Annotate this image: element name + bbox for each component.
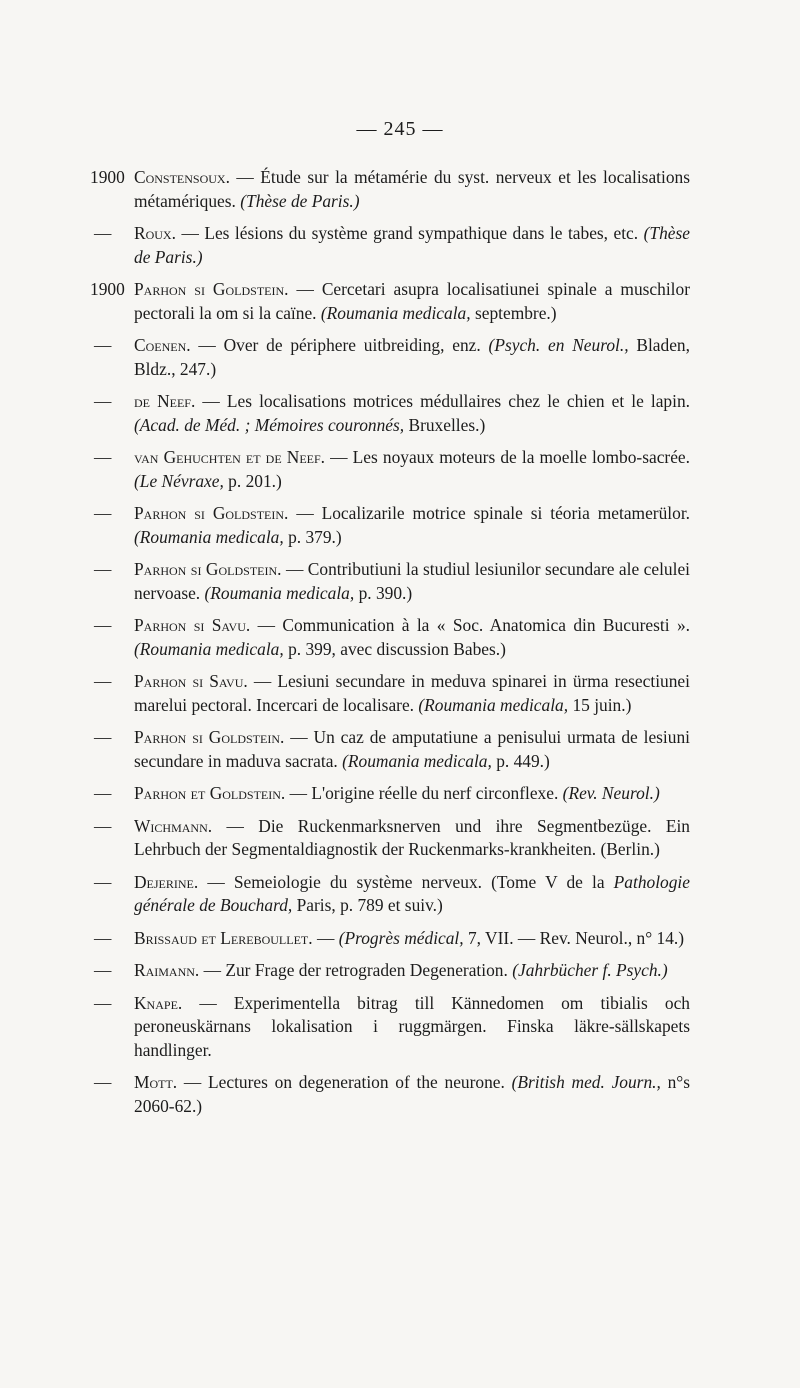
ditto-dash: — [94, 559, 112, 579]
entry-source: (Thèse de Paris.) [240, 190, 360, 211]
entry-text: — Lesiuni secundare in meduva spinarei in ürma resectiunei marelui pectoral. Incercari de localisare. [134, 671, 690, 715]
entry-author: Knape. [134, 992, 183, 1013]
entry-text-post: 15 juin.) [568, 694, 632, 715]
entry-text: — Les localisations motrices médullaires chez le chien et le lapin. [195, 391, 690, 411]
bibliography-entry [90, 222, 690, 269]
entry-text-post: n°s 2060-62.) [134, 1072, 691, 1116]
ditto-dash: — [94, 960, 112, 980]
entry-text-post: septembre.) [470, 302, 557, 323]
entry-text: — Étude sur la métamérie du syst. nerveux et les localisations métamériques. [134, 167, 690, 211]
ditto-dash: — [94, 783, 112, 803]
page-number: — 245 — [356, 118, 444, 140]
entry-author: Coenen. [134, 335, 191, 355]
entry-source: (Roumania medicala, [134, 638, 284, 659]
entry-author: Dejerine. [134, 871, 199, 892]
entry-text: — Over de périphere uitbreiding, enz. [190, 335, 489, 355]
bibliography-entry [90, 166, 690, 213]
entry-text: — Lectures on degeneration of the neurone. [177, 1072, 512, 1092]
entry-text: — Semeiologie du système nerveux. (Tome V de la [198, 871, 614, 892]
ditto-dash: — [94, 871, 112, 892]
entry-text-post: Bladen, Bldz., 247.) [134, 335, 690, 379]
entry-year: 1900 [90, 279, 125, 299]
entry-source: (Rev. Neurol.) [562, 783, 660, 803]
entry-source: (Acad. de Méd. ; Mémoires couronnés, [134, 414, 405, 435]
entry-source: (Roumania medicala, [204, 582, 355, 603]
entry-text-post: p. 449.) [491, 750, 550, 771]
entry-text-post: p. 399, avec discussion Babes.) [283, 638, 506, 659]
ditto-dash: — [94, 927, 112, 948]
entry-text: — L'origine réelle du nerf circonflexe. [285, 783, 563, 803]
entry-author: Parhon si Goldstein. [134, 559, 282, 579]
entry-source: (Thèse de Paris.) [134, 223, 690, 267]
entry-text: — Experimentella bitrag till Kännedomen om tibialis och peroneuskärnans lokalisation i ruggmärgen. Finska läkre-sällskapets handlinger. [134, 992, 690, 1060]
entry-author: Mott. [134, 1072, 178, 1092]
ditto-dash: — [94, 223, 112, 243]
entry-source: (British med. Journ., [511, 1072, 661, 1092]
bibliography-entry [90, 502, 690, 549]
entry-source: (Progrès médical, [338, 927, 464, 948]
bibliography-entry [90, 992, 690, 1063]
bibliography-entry [90, 278, 690, 325]
bibliography-entry [90, 334, 690, 381]
entry-text: — Communication à la « Soc. Anatomica din Bucuresti ». [250, 615, 690, 635]
entry-year: 1900 [90, 167, 125, 187]
entry-author: Parhon si Goldstein. [134, 727, 285, 747]
bibliography-entry [90, 390, 690, 437]
entry-author: Roux. [134, 223, 176, 243]
entry-text-post: 7, VII. — Rev. Neurol., n° 14.) [463, 927, 685, 948]
bibliography-list [90, 166, 690, 1127]
entry-author: Constensoux. [134, 167, 230, 187]
ditto-dash: — [94, 503, 112, 523]
entry-author: Brissaud et Lereboullet. [134, 927, 313, 948]
ditto-dash: — [94, 615, 112, 635]
ditto-dash: — [94, 671, 112, 691]
entry-text: — [312, 927, 339, 948]
ditto-dash: — [94, 391, 112, 411]
entry-text: — Localizarile motrice spinale si téoria metamerülor. [288, 503, 690, 523]
bibliography-entry [90, 726, 690, 773]
entry-source: (Le Névraxe, [134, 470, 224, 491]
entry-text-post: Bruxelles.) [404, 414, 486, 435]
entry-text: — Les noyaux moteurs de la moelle lombo-sacrée. [325, 447, 690, 467]
entry-author: Parhon si Goldstein. [134, 279, 289, 299]
entry-text-post: Paris, p. 789 et suiv.) [292, 895, 443, 915]
bibliography-entry [90, 815, 690, 862]
entry-author: Raimann. [134, 960, 200, 980]
bibliography-entry [90, 558, 690, 605]
bibliography-entry [90, 871, 690, 918]
bibliography-entry [90, 782, 690, 806]
bibliography-entry [90, 927, 690, 951]
entry-author: de Neef. [134, 391, 196, 411]
entry-source: (Roumania medicala, [134, 526, 284, 547]
ditto-dash: — [94, 447, 112, 467]
ditto-dash: — [94, 992, 112, 1013]
bibliography-entry [90, 1071, 690, 1118]
entry-author: Wichmann. [134, 815, 213, 836]
entry-text: — Die Ruckenmarksnerven und ihre Segmentbezüge. Ein Lehrbuch der Segmentaldiagnostik der Ruckenmarks-krankheiten. (Berlin.) [134, 815, 690, 859]
entry-text: — Contributiuni la studiul lesiunilor secundare ale celulei nervoase. [134, 559, 690, 603]
entry-source: (Roumania medicala, [320, 302, 471, 323]
entry-author: Parhon et Goldstein. [134, 783, 286, 803]
bibliography-entry [90, 959, 690, 983]
entry-author: van Gehuchten et de Neef. [134, 447, 326, 467]
bibliography-entry [90, 614, 690, 661]
entry-text: — Cercetari asupra localisatiunei spinale a muschilor pectorali la om si la caïne. [134, 279, 690, 323]
ditto-dash: — [94, 815, 112, 836]
entry-source: (Roumania medicala, [342, 750, 492, 771]
entry-text-post: p. 379.) [283, 526, 342, 547]
entry-text-post: p. 201.) [223, 470, 282, 491]
entry-source: (Roumania medicala, [418, 694, 569, 715]
ditto-dash: — [94, 1072, 112, 1092]
ditto-dash: — [94, 335, 112, 355]
entry-source: (Jahrbücher f. Psych.) [512, 960, 668, 980]
entry-text: — Zur Frage der retrograden Degeneration. [199, 960, 513, 980]
entry-author: Parhon si Goldstein. [134, 503, 289, 523]
entry-text: — Les lésions du système grand sympathique dans le tabes, etc. [175, 223, 644, 243]
entry-text: — Un caz de amputatiune a penisului urmata de lesiuni secundare in maduva sacrata. [134, 727, 690, 771]
ditto-dash: — [94, 727, 112, 747]
entry-source: Pathologie générale de Bouchard, [134, 871, 690, 915]
entry-author: Parhon si Savu. [134, 671, 248, 691]
entry-source: (Psych. en Neurol., [488, 335, 629, 355]
bibliography-entry [90, 670, 690, 717]
entry-text-post: p. 390.) [354, 582, 413, 603]
bibliography-entry [90, 446, 690, 493]
entry-author: Parhon si Savu. [134, 615, 251, 635]
